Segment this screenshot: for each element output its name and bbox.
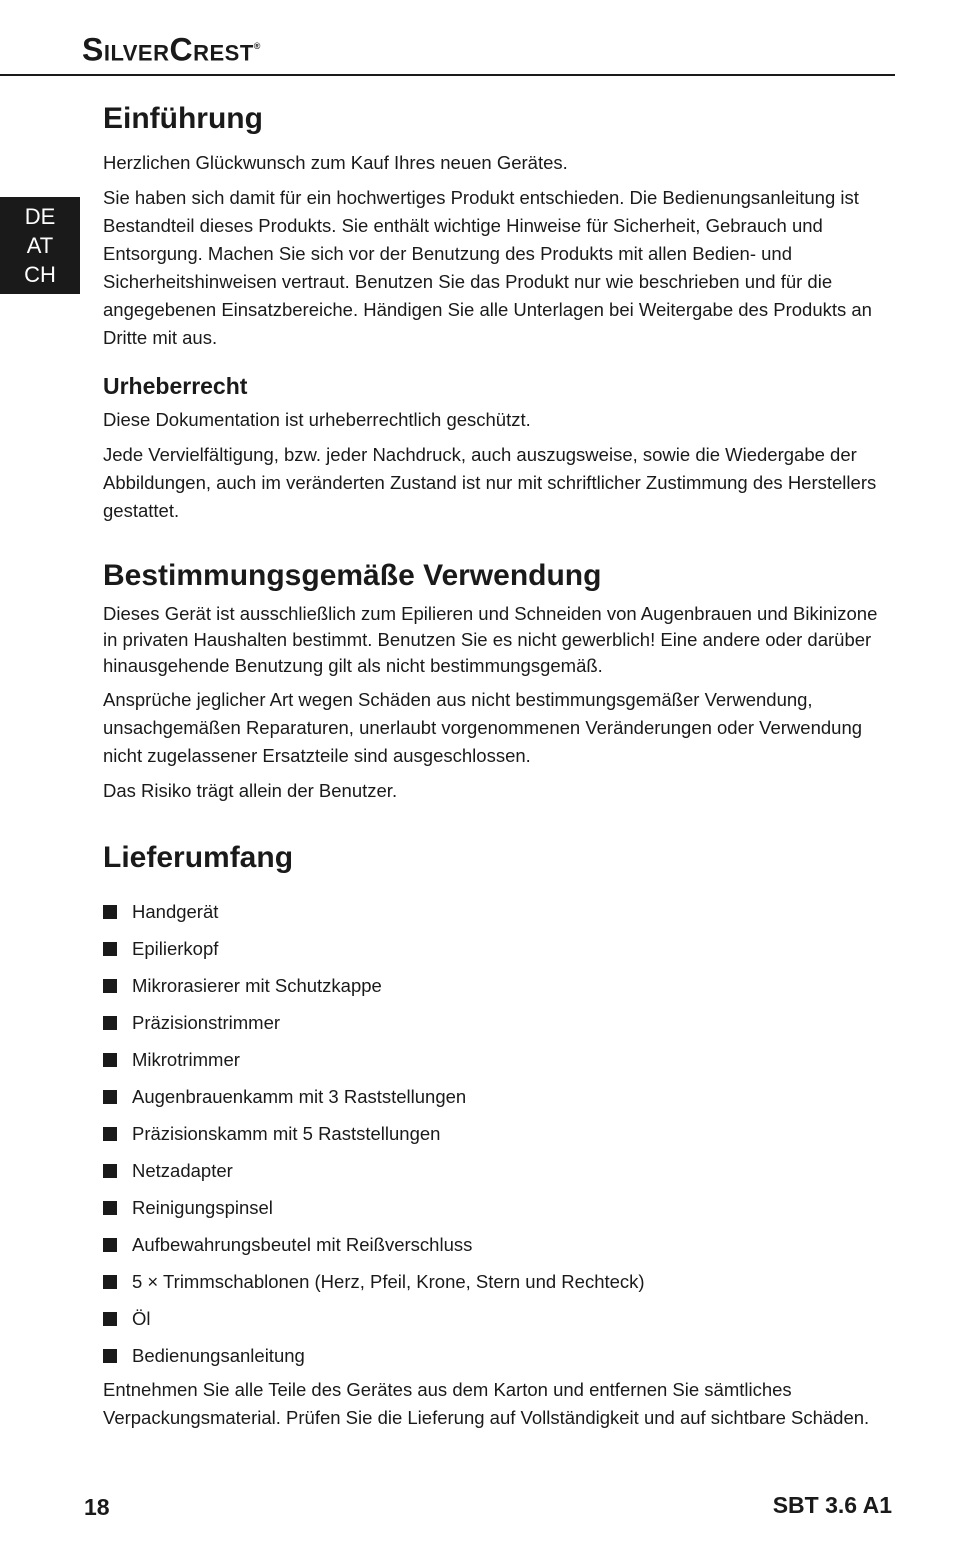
lang-de: DE (24, 204, 56, 229)
list-item: Mikrorasierer mit Schutzkappe (103, 967, 879, 1004)
registered-mark: ® (253, 41, 261, 51)
bullet-square-icon (103, 1090, 117, 1104)
list-item: Augenbrauenkamm mit 3 Raststellungen (103, 1078, 879, 1115)
brand-logo: SilverCrest® (82, 31, 261, 68)
heading-einfuehrung: Einführung (103, 102, 263, 135)
heading-lieferumfang: Lieferumfang (103, 841, 294, 874)
list-item: Epilierkopf (103, 930, 879, 967)
lang-ch: CH (24, 262, 56, 287)
page-number: 18 (84, 1494, 110, 1520)
list-item: 5 × Trimmschablonen (Herz, Pfeil, Krone, Stern und Rechteck) (103, 1263, 879, 1300)
scope-list (103, 893, 879, 1374)
list-item: Handgerät (103, 893, 879, 930)
lang-at: AT (26, 233, 54, 258)
bullet-square-icon (103, 1053, 117, 1067)
intended-use-paragraph-1: Dieses Gerät ist ausschließlich zum Epilieren und Schneiden von Augenbrauen und Bikinizone in privaten Haushalten bestimmt. Benutzen Sie es nicht gewerblich! Eine andere oder darüber hinausgehende Benutzung gilt als nicht bestimmungsgemäß. (103, 603, 878, 676)
list-item: Bedienungsanleitung (103, 1337, 879, 1374)
model-number: SBT 3.6 A1 (772, 1492, 892, 1518)
bullet-square-icon (103, 1201, 117, 1215)
language-tab (0, 197, 80, 294)
main-content (103, 96, 879, 1432)
list-item: Aufbewahrungsbeutel mit Reißverschluss (103, 1226, 879, 1263)
bullet-square-icon (103, 942, 117, 956)
intended-use-paragraph-3: Das Risiko trägt allein der Benutzer. (103, 780, 398, 801)
bullet-square-icon (103, 1275, 117, 1289)
intro-paragraph-2: Sie haben sich damit für ein hochwertiges Produkt entschieden. Die Bedienungsanleitung ist Bestandteil dieses Produkts. Sie enthält wichtige Hinweise für Sicherheit, Gebrauch und Entsorgung. Machen Sie sich vor der Benutzung des Produkts mit allen Bedien- und Sicherheitshinweisen vertraut. Benutzen Sie das Produkt nur wie beschrieben und für die angegebenen Einsatzbereiche. Händigen Sie alle Unterlagen bei Weitergabe des Produkts an Dritte mit aus. (103, 187, 872, 348)
bullet-square-icon (103, 1312, 117, 1326)
list-item: Öl (103, 1300, 879, 1337)
bullet-square-icon (103, 1016, 117, 1030)
header-divider (0, 74, 895, 76)
bullet-square-icon (103, 905, 117, 919)
bullet-square-icon (103, 1164, 117, 1178)
list-item: Präzisionstrimmer (103, 1004, 879, 1041)
scope-paragraph-1: Entnehmen Sie alle Teile des Gerätes aus dem Karton und entfernen Sie sämtliches Verpackungsmaterial. Prüfen Sie die Lieferung auf Vollständigkeit und auf sichtbare Schäden. (103, 1379, 870, 1428)
list-item: Netzadapter (103, 1152, 879, 1189)
list-item: Präzisionskamm mit 5 Raststellungen (103, 1115, 879, 1152)
bullet-square-icon (103, 1349, 117, 1363)
copyright-paragraph-1: Diese Dokumentation ist urheberrechtlich geschützt. (103, 409, 531, 430)
bullet-square-icon (103, 1238, 117, 1252)
intro-paragraph-1: Herzlichen Glückwunsch zum Kauf Ihres neuen Gerätes. (103, 152, 568, 173)
heading-bestimmungsgemaesse-verwendung: Bestimmungsgemäße Verwendung (103, 559, 602, 592)
copyright-paragraph-2: Jede Vervielfältigung, bzw. jeder Nachdruck, auch auszugsweise, sowie die Wiedergabe der Abbildungen, auch im veränderten Zustand ist nur mit schriftlicher Zustimmung des Herstellers gestattet. (103, 444, 877, 521)
list-item: Reinigungspinsel (103, 1189, 879, 1226)
heading-urheberrecht: Urheberrecht (103, 373, 248, 399)
bullet-square-icon (103, 1127, 117, 1141)
list-item: Mikrotrimmer (103, 1041, 879, 1078)
bullet-square-icon (103, 979, 117, 993)
intended-use-paragraph-2: Ansprüche jeglicher Art wegen Schäden aus nicht bestimmungsgemäßer Verwendung, unsachgemäßen Reparaturen, unerlaubt vorgenommenen Veränderungen oder Verwendung nicht zugelassener Ersatzteile sind ausgeschlossen. (103, 689, 863, 766)
